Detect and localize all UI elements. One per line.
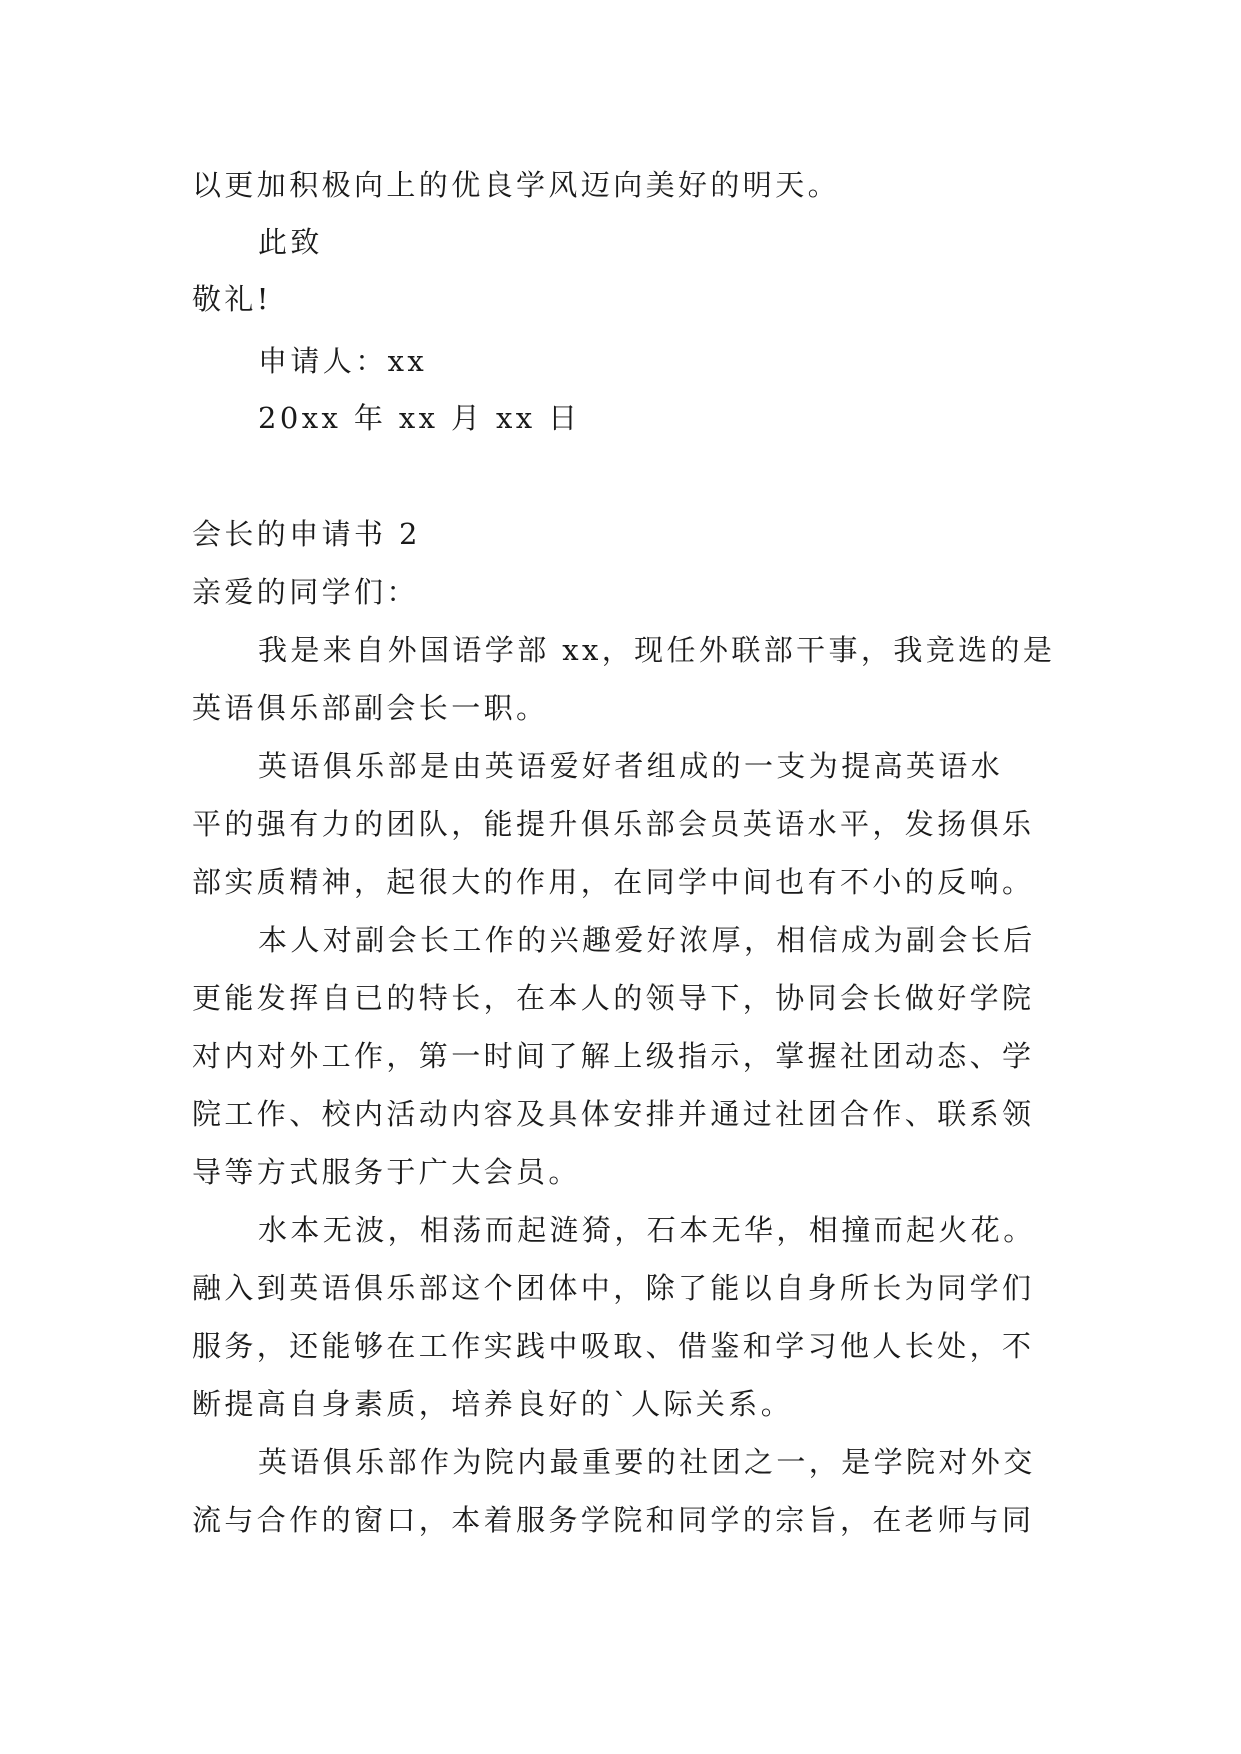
greeting: 亲爱的同学们： (192, 575, 419, 609)
paragraph-line: 流与合作的窗口，本着服务学院和同学的宗旨，在老师与同 (192, 1503, 1035, 1537)
paragraph-line: 对内对外工作，第一时间了解上级指示，掌握社团动态、学 (192, 1039, 1035, 1073)
signature-date: 20xx 年 xx 月 xx 日 (258, 401, 581, 435)
paragraph-line: 我是来自外国语学部 xx，现任外联部干事，我竞选的是 (258, 633, 1056, 667)
paragraph-line: 更能发挥自已的特长，在本人的领导下，协同会长做好学院 (192, 981, 1035, 1015)
paragraph-line: 本人对副会长工作的兴趣爱好浓厚，相信成为副会长后 (258, 923, 1036, 957)
section-title: 会长的申请书 2 (192, 517, 421, 551)
paragraph-line: 院工作、校内活动内容及具体安排并通过社团合作、联系领 (192, 1097, 1035, 1131)
paragraph-line: 以更加积极向上的优良学风迈向美好的明天。 (192, 168, 841, 202)
closing-regards: 敬礼! (192, 282, 272, 316)
paragraph-line: 英语俱乐部作为院内最重要的社团之一，是学院对外交 (258, 1445, 1036, 1479)
closing-salutation: 此致 (258, 225, 323, 259)
paragraph-line: 英语俱乐部是由英语爱好者组成的一支为提高英语水 (258, 749, 1004, 783)
paragraph-line: 水本无波，相荡而起涟猗，石本无华，相撞而起火花。 (258, 1213, 1036, 1247)
paragraph-line: 融入到英语俱乐部这个团体中，除了能以自身所长为同学们 (192, 1271, 1035, 1305)
paragraph-line: 平的强有力的团队，能提升俱乐部会员英语水平，发扬俱乐 (192, 807, 1035, 841)
paragraph-line: 服务，还能够在工作实践中吸取、借鉴和学习他人长处，不 (192, 1329, 1035, 1363)
applicant-name: 申请人：xx (258, 344, 428, 378)
paragraph-line: 导等方式服务于广大会员。 (192, 1155, 581, 1189)
paragraph-line: 断提高自身素质，培养良好的`人际关系。 (192, 1387, 794, 1421)
paragraph-line: 英语俱乐部副会长一职。 (192, 691, 549, 725)
paragraph-line: 部实质精神，起很大的作用，在同学中间也有不小的反响。 (192, 865, 1035, 899)
